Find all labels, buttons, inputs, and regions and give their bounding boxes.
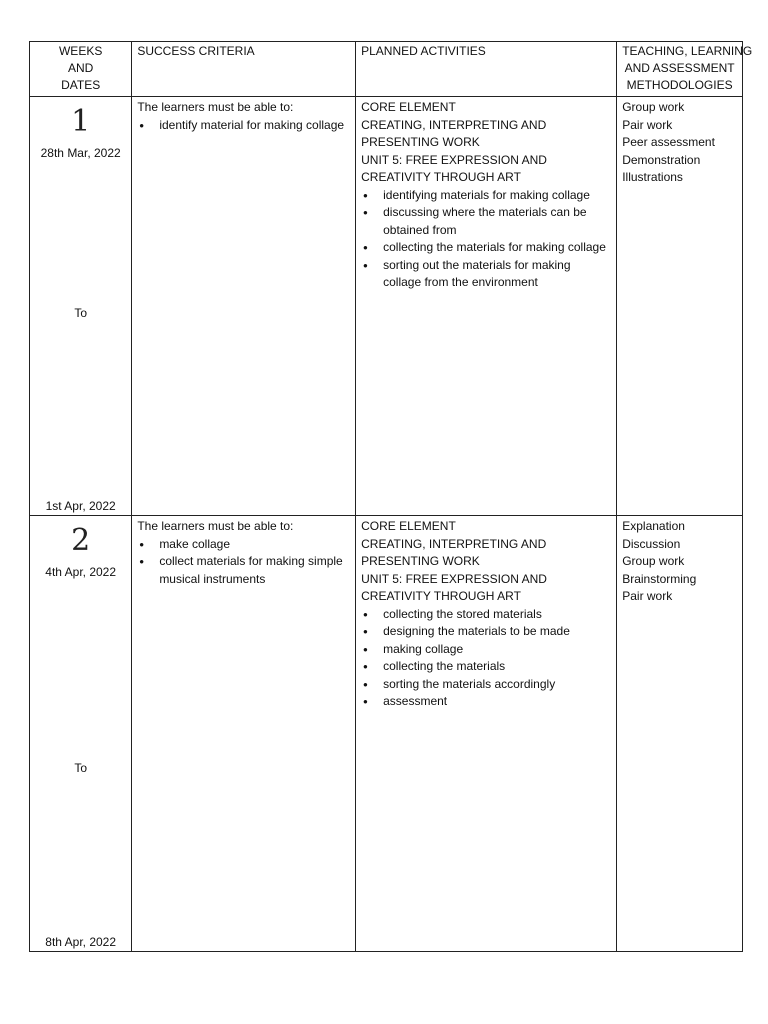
method-item: Brainstorming — [622, 571, 697, 586]
methodologies-cell — [617, 516, 743, 952]
method-item: Group work — [622, 100, 685, 114]
planned-line: CREATING, INTERPRETING AND PRESENTING WORK — [361, 536, 547, 568]
success-intro: The learners must be able to: — [137, 100, 294, 114]
header-row — [30, 42, 743, 97]
week-to-label: To — [74, 306, 87, 320]
method-item: Group work — [622, 554, 685, 568]
method-item: Explanation — [622, 519, 685, 533]
list-item: • assessment — [383, 693, 611, 711]
planned-activities-cell — [356, 516, 617, 952]
success-list — [137, 536, 350, 589]
method-item: Pair work — [622, 117, 673, 132]
header-weeks-line: DATES — [61, 78, 101, 92]
methodologies-cell — [617, 97, 743, 516]
list-item: • make collage — [159, 536, 350, 554]
week-end-date: 8th Apr, 2022 — [45, 934, 117, 949]
list-item: • designing the materials to be made — [383, 623, 611, 641]
planned-list — [361, 187, 611, 292]
week-row — [30, 516, 743, 952]
week-start-date: 4th Apr, 2022 — [45, 565, 117, 579]
success-criteria-cell — [132, 97, 356, 516]
planned-line: UNIT 5: FREE EXPRESSION AND CREATIVITY THROUGH ART — [361, 571, 547, 603]
week-to-label: To — [74, 761, 87, 775]
planned-line: CORE ELEMENT — [361, 100, 456, 114]
planned-line: CREATING, INTERPRETING AND PRESENTING WORK — [361, 117, 547, 149]
method-item: Discussion — [622, 536, 681, 551]
list-item: • collecting the stored materials — [383, 606, 611, 624]
method-item: Pair work — [622, 589, 673, 603]
planned-line: CORE ELEMENT — [361, 519, 456, 533]
list-item: • collect materials for making simple musical instruments — [159, 553, 350, 588]
planned-line: UNIT 5: FREE EXPRESSION AND CREATIVITY THROUGH ART — [361, 152, 547, 184]
header-methods-line: AND ASSESSMENT — [624, 61, 735, 75]
header-methods-line: TEACHING, LEARNING — [622, 44, 753, 58]
list-item: • identifying materials for making collage — [383, 187, 611, 205]
list-item: • collecting the materials for making collage — [383, 239, 611, 257]
method-item: Illustrations — [622, 170, 683, 184]
week-start-date: 28th Mar, 2022 — [40, 146, 121, 160]
list-item: • sorting the materials accordingly — [383, 676, 611, 694]
success-criteria-cell — [132, 516, 356, 952]
week-number: 2 — [71, 523, 91, 558]
success-list — [137, 117, 350, 135]
list-item: • collecting the materials — [383, 658, 611, 676]
header-success-criteria: SUCCESS CRITERIA — [132, 42, 356, 97]
week-end-date: 1st Apr, 2022 — [45, 498, 116, 513]
method-item: Peer assessment — [622, 135, 715, 149]
list-item: • making collage — [383, 641, 611, 659]
header-methodologies — [617, 42, 753, 97]
list-item: • sorting out the materials for making collage from the environment — [383, 257, 611, 292]
method-item: Demonstration — [622, 152, 701, 167]
week-number: 1 — [71, 104, 91, 139]
list-item: • identify material for making collage — [159, 117, 350, 135]
lesson-plan-table — [29, 41, 753, 952]
header-methods-line: METHODOLOGIES — [626, 78, 733, 92]
header-weeks-line: AND — [67, 61, 94, 75]
week-row — [30, 97, 743, 516]
header-weeks-line: WEEKS — [58, 44, 103, 58]
planned-activities-cell — [356, 97, 617, 516]
week-cell — [30, 516, 132, 952]
week-cell — [30, 97, 132, 516]
success-intro: The learners must be able to: — [137, 519, 294, 533]
planned-list — [361, 606, 611, 711]
list-item: • discussing where the materials can be obtained from — [383, 204, 611, 239]
header-weeks-and-dates — [30, 42, 132, 97]
header-planned-activities: PLANNED ACTIVITIES — [356, 42, 617, 97]
